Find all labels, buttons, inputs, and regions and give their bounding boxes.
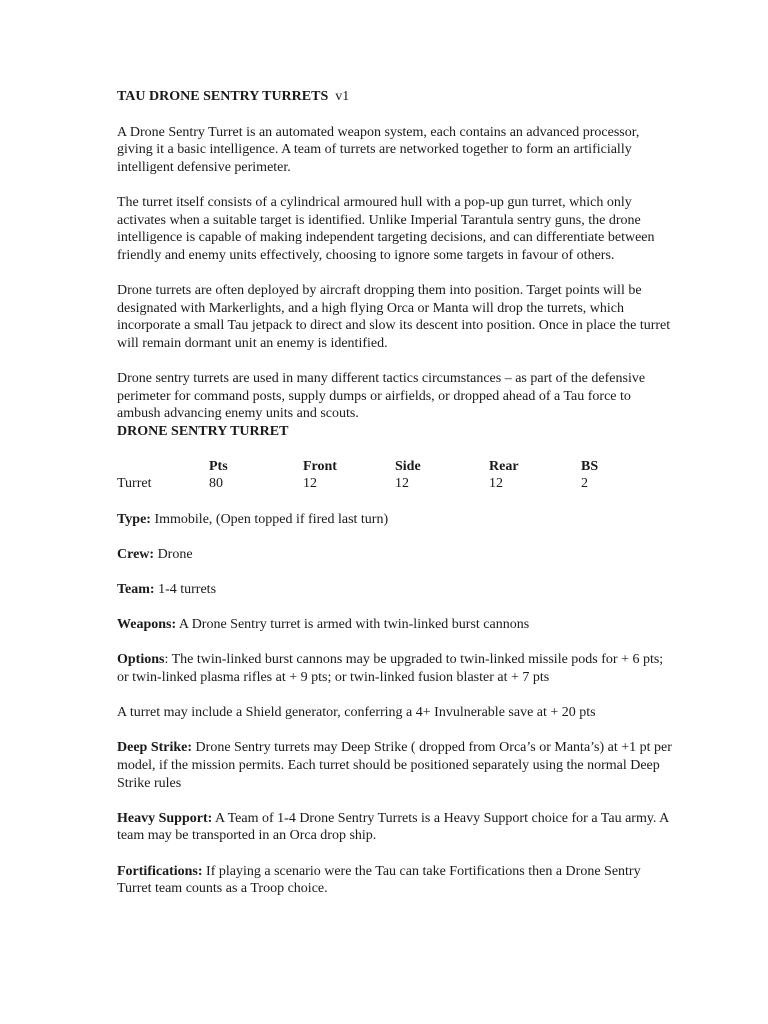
entry-label: Team: (117, 582, 155, 598)
document-page (117, 88, 677, 915)
entry-label: Deep Strike: (117, 740, 193, 756)
deployment-paragraph: Drone turrets are often deployed by aircraft dropping them into position. Target points will be designated with Markerlights, and a high flying Orca or Manta will drop the turrets, which incorporate a small Tau jetpack to direct and slow its descent into position. Once in place the turret will remain dormant unit an enemy is identified. (117, 282, 671, 351)
stats-table (117, 458, 641, 493)
weapons-entry (117, 616, 677, 634)
entry-label: Options (117, 652, 165, 668)
version-label: v1 (335, 89, 350, 104)
entry-label: Type: (117, 511, 151, 527)
entry-label: Weapons: (117, 617, 177, 633)
team-entry (117, 581, 677, 599)
entry-text: Drone Sentry turrets may Deep Strike ( dropped from Orca’s or Manta’s) at +1 pt per model, if the mission permits. Each turret should be positioned separately using the normal Deep Strike rules (117, 740, 672, 791)
entry-label: Crew: (117, 546, 155, 562)
entry-text: If playing a scenario were the Tau can take Fortifications then a Drone Sentry Turret team counts as a Troop choice. (117, 863, 641, 897)
entry-text: : The twin-linked burst cannons may be upgraded to twin-linked missile pods for + 6 pts; or twin-linked plasma rifles at + 9 pts; or twin-linked fusion blaster at + 7 pts (117, 652, 664, 685)
stats-header-cell: Rear (489, 458, 519, 474)
heavy-support-entry (117, 810, 677, 845)
stats-header-cell (117, 458, 209, 476)
crew-entry (117, 546, 677, 564)
tactics-paragraph: Drone sentry turrets are used in many different tactics circumstances – as part of the defensive perimeter for command posts, supply dumps or airfields, or dropped ahead of a Tau force to ambush advancing enemy units and scouts. (117, 370, 646, 422)
intro-paragraph: A Drone Sentry Turret is an automated weapon system, each contains an advanced processor, giving it a basic intelligence. A team of turrets are networked together to form an artificially intelligent defensive perimeter. (117, 124, 640, 175)
type-entry (117, 511, 677, 529)
entry-text: A Drone Sentry turret is armed with twin-linked burst cannons (176, 617, 530, 633)
options-entry (117, 651, 677, 686)
stats-row (117, 475, 641, 493)
stats-header-row (117, 458, 641, 476)
stats-header-cell: Front (303, 458, 337, 474)
section-heading: DRONE SENTRY TURRET (117, 423, 289, 439)
shield-entry (117, 704, 677, 722)
entry-text: A Team of 1-4 Drone Sentry Turrets is a Heavy Support choice for a Tau army. A team may be transported in an Orca drop ship. (117, 810, 669, 844)
stats-header-cell: BS (581, 458, 599, 474)
entry-text: A turret may include a Shield generator, conferring a 4+ Invulnerable save at + 20 pts (117, 705, 596, 721)
stats-header-cell: Side (395, 458, 421, 474)
stats-cell: 80 (209, 476, 223, 492)
entry-label: Fortifications: (117, 863, 203, 879)
stats-cell: 12 (489, 476, 503, 492)
stats-cell: 12 (395, 476, 409, 492)
hull-paragraph: The turret itself consists of a cylindrical armoured hull with a pop-up gun turret, which only activates when a suitable target is identified. Unlike Imperial Tarantula sentry guns, the drone intelligence is capable of making independent targeting decisions, and can differentiate between friendly and enemy units effectively, choosing to ignore some targets in favour of others. (117, 194, 655, 263)
entry-text: 1-4 turrets (154, 582, 217, 598)
entry-label: Heavy Support: (117, 810, 213, 826)
entry-text: Immobile, (Open topped if fired last turn) (150, 511, 389, 527)
title-text: TAU DRONE SENTRY TURRETS (117, 89, 329, 104)
fortifications-entry (117, 863, 677, 898)
document-title (117, 88, 677, 106)
stats-header-cell: Pts (209, 458, 228, 474)
entry-text: Drone (154, 546, 193, 562)
stats-cell: 2 (581, 476, 588, 492)
stats-cell: 12 (303, 476, 317, 492)
deep-strike-entry (117, 739, 677, 792)
stats-cell: Turret (117, 476, 152, 492)
